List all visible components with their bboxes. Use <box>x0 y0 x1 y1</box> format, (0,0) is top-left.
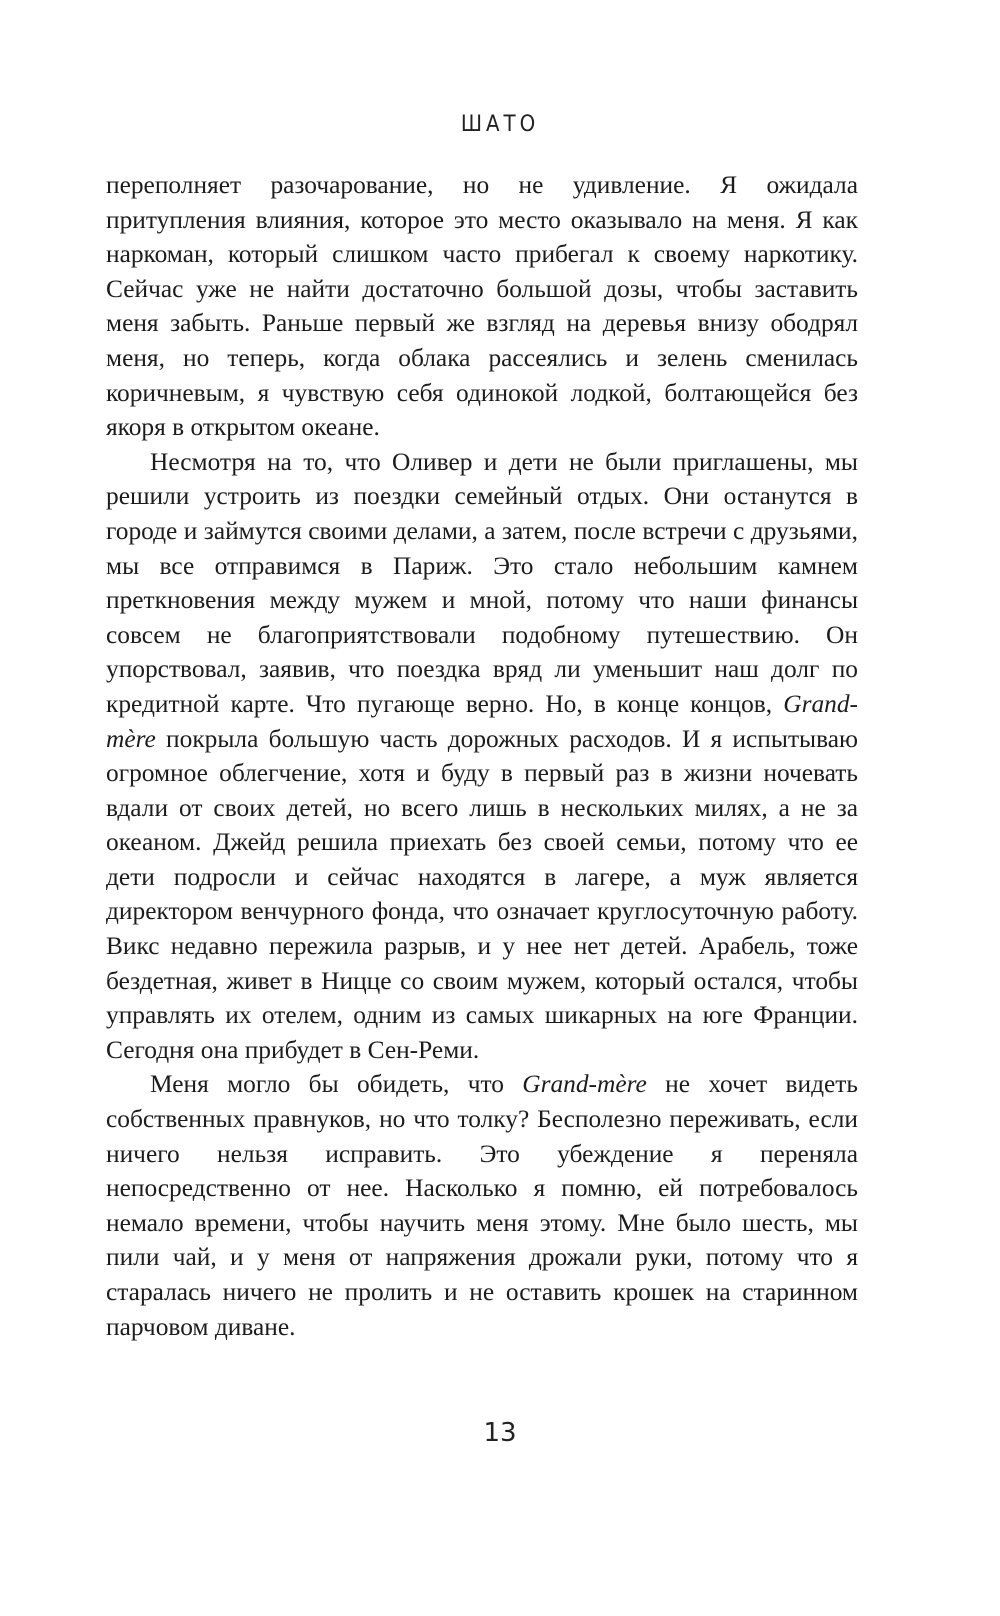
running-header: ШАТО <box>460 112 540 137</box>
text-segment: переполняет разочарование, но не удивление. Я ожидала притупления влияния, которое это место оказывало на меня. Я как наркоман, который слишком часто прибегал к своему наркотику. Сейчас уже не найти достаточно большой дозы, чтобы заставить меня забыть. Раньше первый же взгляд на деревья внизу ободрял меня, но теперь, когда облака рассеялись и зелень сменилась коричневым, я чувствую себя одинокой лодкой, болтающейся без якоря в открытом океане. <box>106 171 858 442</box>
page-number: 13 <box>483 1418 517 1448</box>
body-text <box>106 168 858 1344</box>
text-segment: Несмотря на то, что Оливер и дети не были приглашены, мы решили устроить из поездки семейный отдых. Они останутся в городе и займутся своими делами, а затем, после встречи с друзьями, мы все отправимся в Париж. Это стало небольшим камнем преткновения между мужем и мной, потому что наши финансы совсем не благоприятствовали подобному путешествию. Он упорствовал, заявив, что поездка вряд ли уменьшит наш долг по кредитной карте. Что пугающе верно. Но, в конце концов, <box>106 447 858 718</box>
italic-phrase: Grand-mère <box>106 689 858 753</box>
paragraph-2 <box>106 445 858 1068</box>
paragraph-1 <box>106 168 858 445</box>
text-segment: не хочет видеть собственных правнуков, но что толку? Бесполезно переживать, если ничего нельзя исправить. Это убеждение я переняла непосредственно от нее. Насколько я помню, ей потребовалось немало времени, чтобы научить меня этому. Мне было шесть, мы пили чай, и у меня от напряжения дрожали руки, потому что я старалась ничего не пролить и не оставить крошек на старинном парчовом диване. <box>106 1070 858 1341</box>
italic-phrase: Grand-mère <box>522 1070 647 1099</box>
text-segment: покрыла большую часть дорожных расходов. И я испытываю огромное облегчение, хотя и буду в первый раз в жизни ночевать вдали от своих детей, но всего лишь в нескольких милях, а не за океаном. Джейд решила приехать без своей семьи, потому что ее дети подросли и сейчас находятся в лагере, а муж является директором венчурного фонда, что означает круглосуточную работу. Викс недавно пережила разрыв, и у нее нет детей. Арабель, тоже бездетная, живет в Ницце со своим мужем, который остался, чтобы управлять их отелем, одним из самых шикарных на юге Франции. Сегодня она прибудет в Сен-Реми. <box>106 724 858 1064</box>
paragraph-3 <box>106 1067 858 1344</box>
text-segment: Меня могло бы обидеть, что <box>150 1070 523 1099</box>
